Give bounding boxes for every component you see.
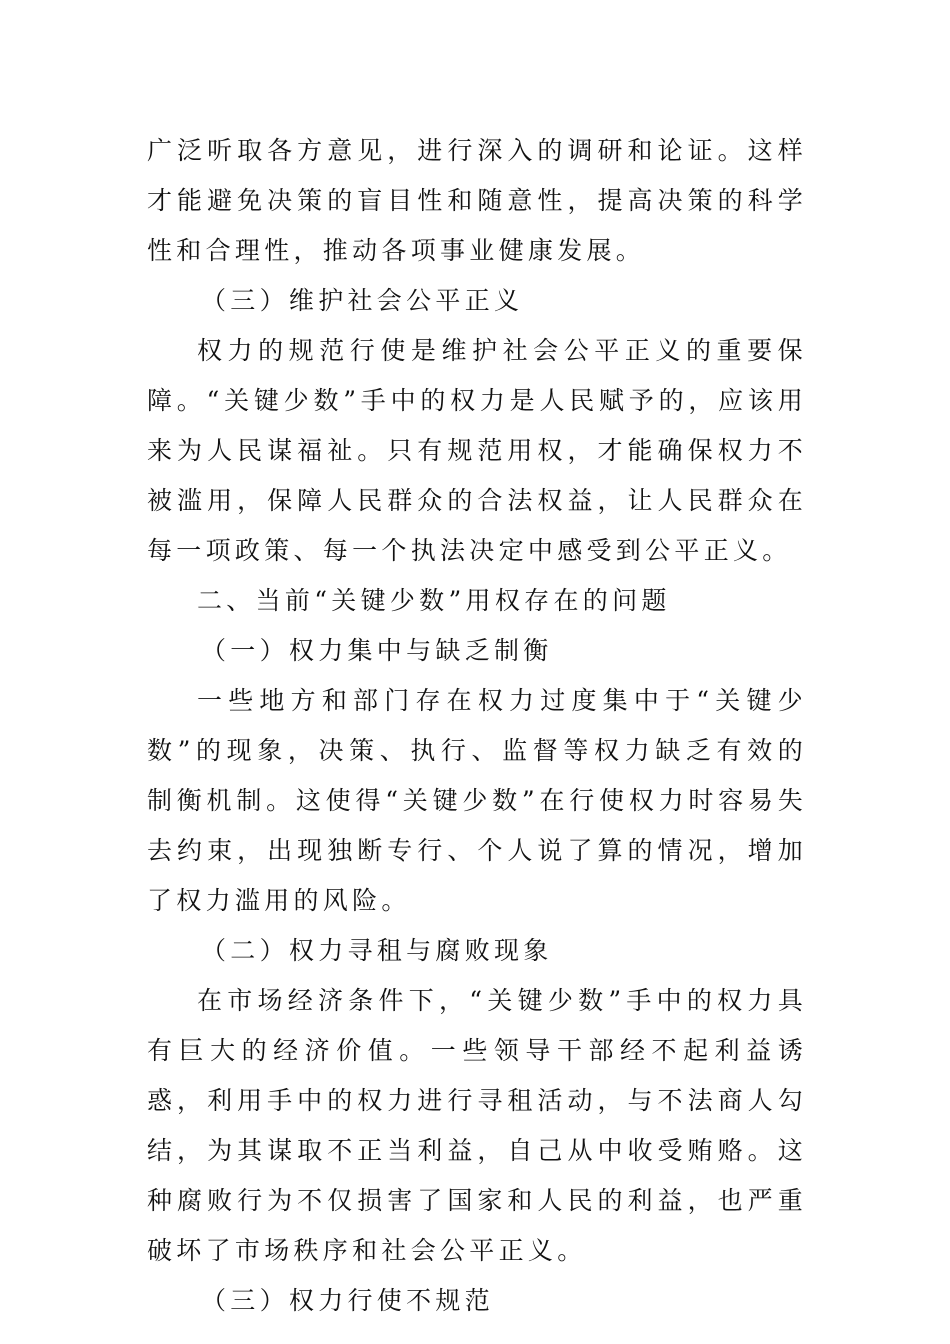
section-heading-problems: 二、当前“关键少数”用权存在的问题 <box>197 586 671 615</box>
paragraph-justice: 权力的规范行使是维护社会公平正义的重要保障。“关键少数”手中的权力是人民赋予的，应该用来为人民谋福祉。只有规范用权，才能确保权力不被滥用，保障人民群众的合法权益，让人民群众在每一项政策、每一个执法决定中感受到公平正义。 <box>147 336 807 565</box>
paragraph-power-concentration: 一些地方和部门存在权力过度集中于“关键少数”的现象，决策、执行、监督等权力缺乏有效的制衡机制。这使得“关键少数”在行使权力时容易失去约束，出现独断专行、个人说了算的情况，增加了权力滥用的风险。 <box>147 686 807 915</box>
subheading-maintain-justice: （三）维护社会公平正义 <box>201 286 524 315</box>
subheading-power-concentration: （一）权力集中与缺乏制衡 <box>201 636 553 665</box>
document-body <box>147 126 807 1326</box>
paragraph-rent-seeking: 在市场经济条件下，“关键少数”手中的权力具有巨大的经济价值。一些领导干部经不起利益诱惑，利用手中的权力进行寻租活动，与不法商人勾结，为其谋取不正当利益，自己从中收受贿赂。这种腐败行为不仅损害了国家和人民的利益，也严重破坏了市场秩序和社会公平正义。 <box>147 986 807 1265</box>
subheading-rent-seeking: （二）权力寻租与腐败现象 <box>201 936 553 965</box>
subheading-irregular-exercise: （三）权力行使不规范 <box>201 1286 495 1315</box>
paragraph-continuation: 广泛听取各方意见，进行深入的调研和论证。这样才能避免决策的盲目性和随意性，提高决策的科学性和合理性，推动各项事业健康发展。 <box>147 136 807 265</box>
